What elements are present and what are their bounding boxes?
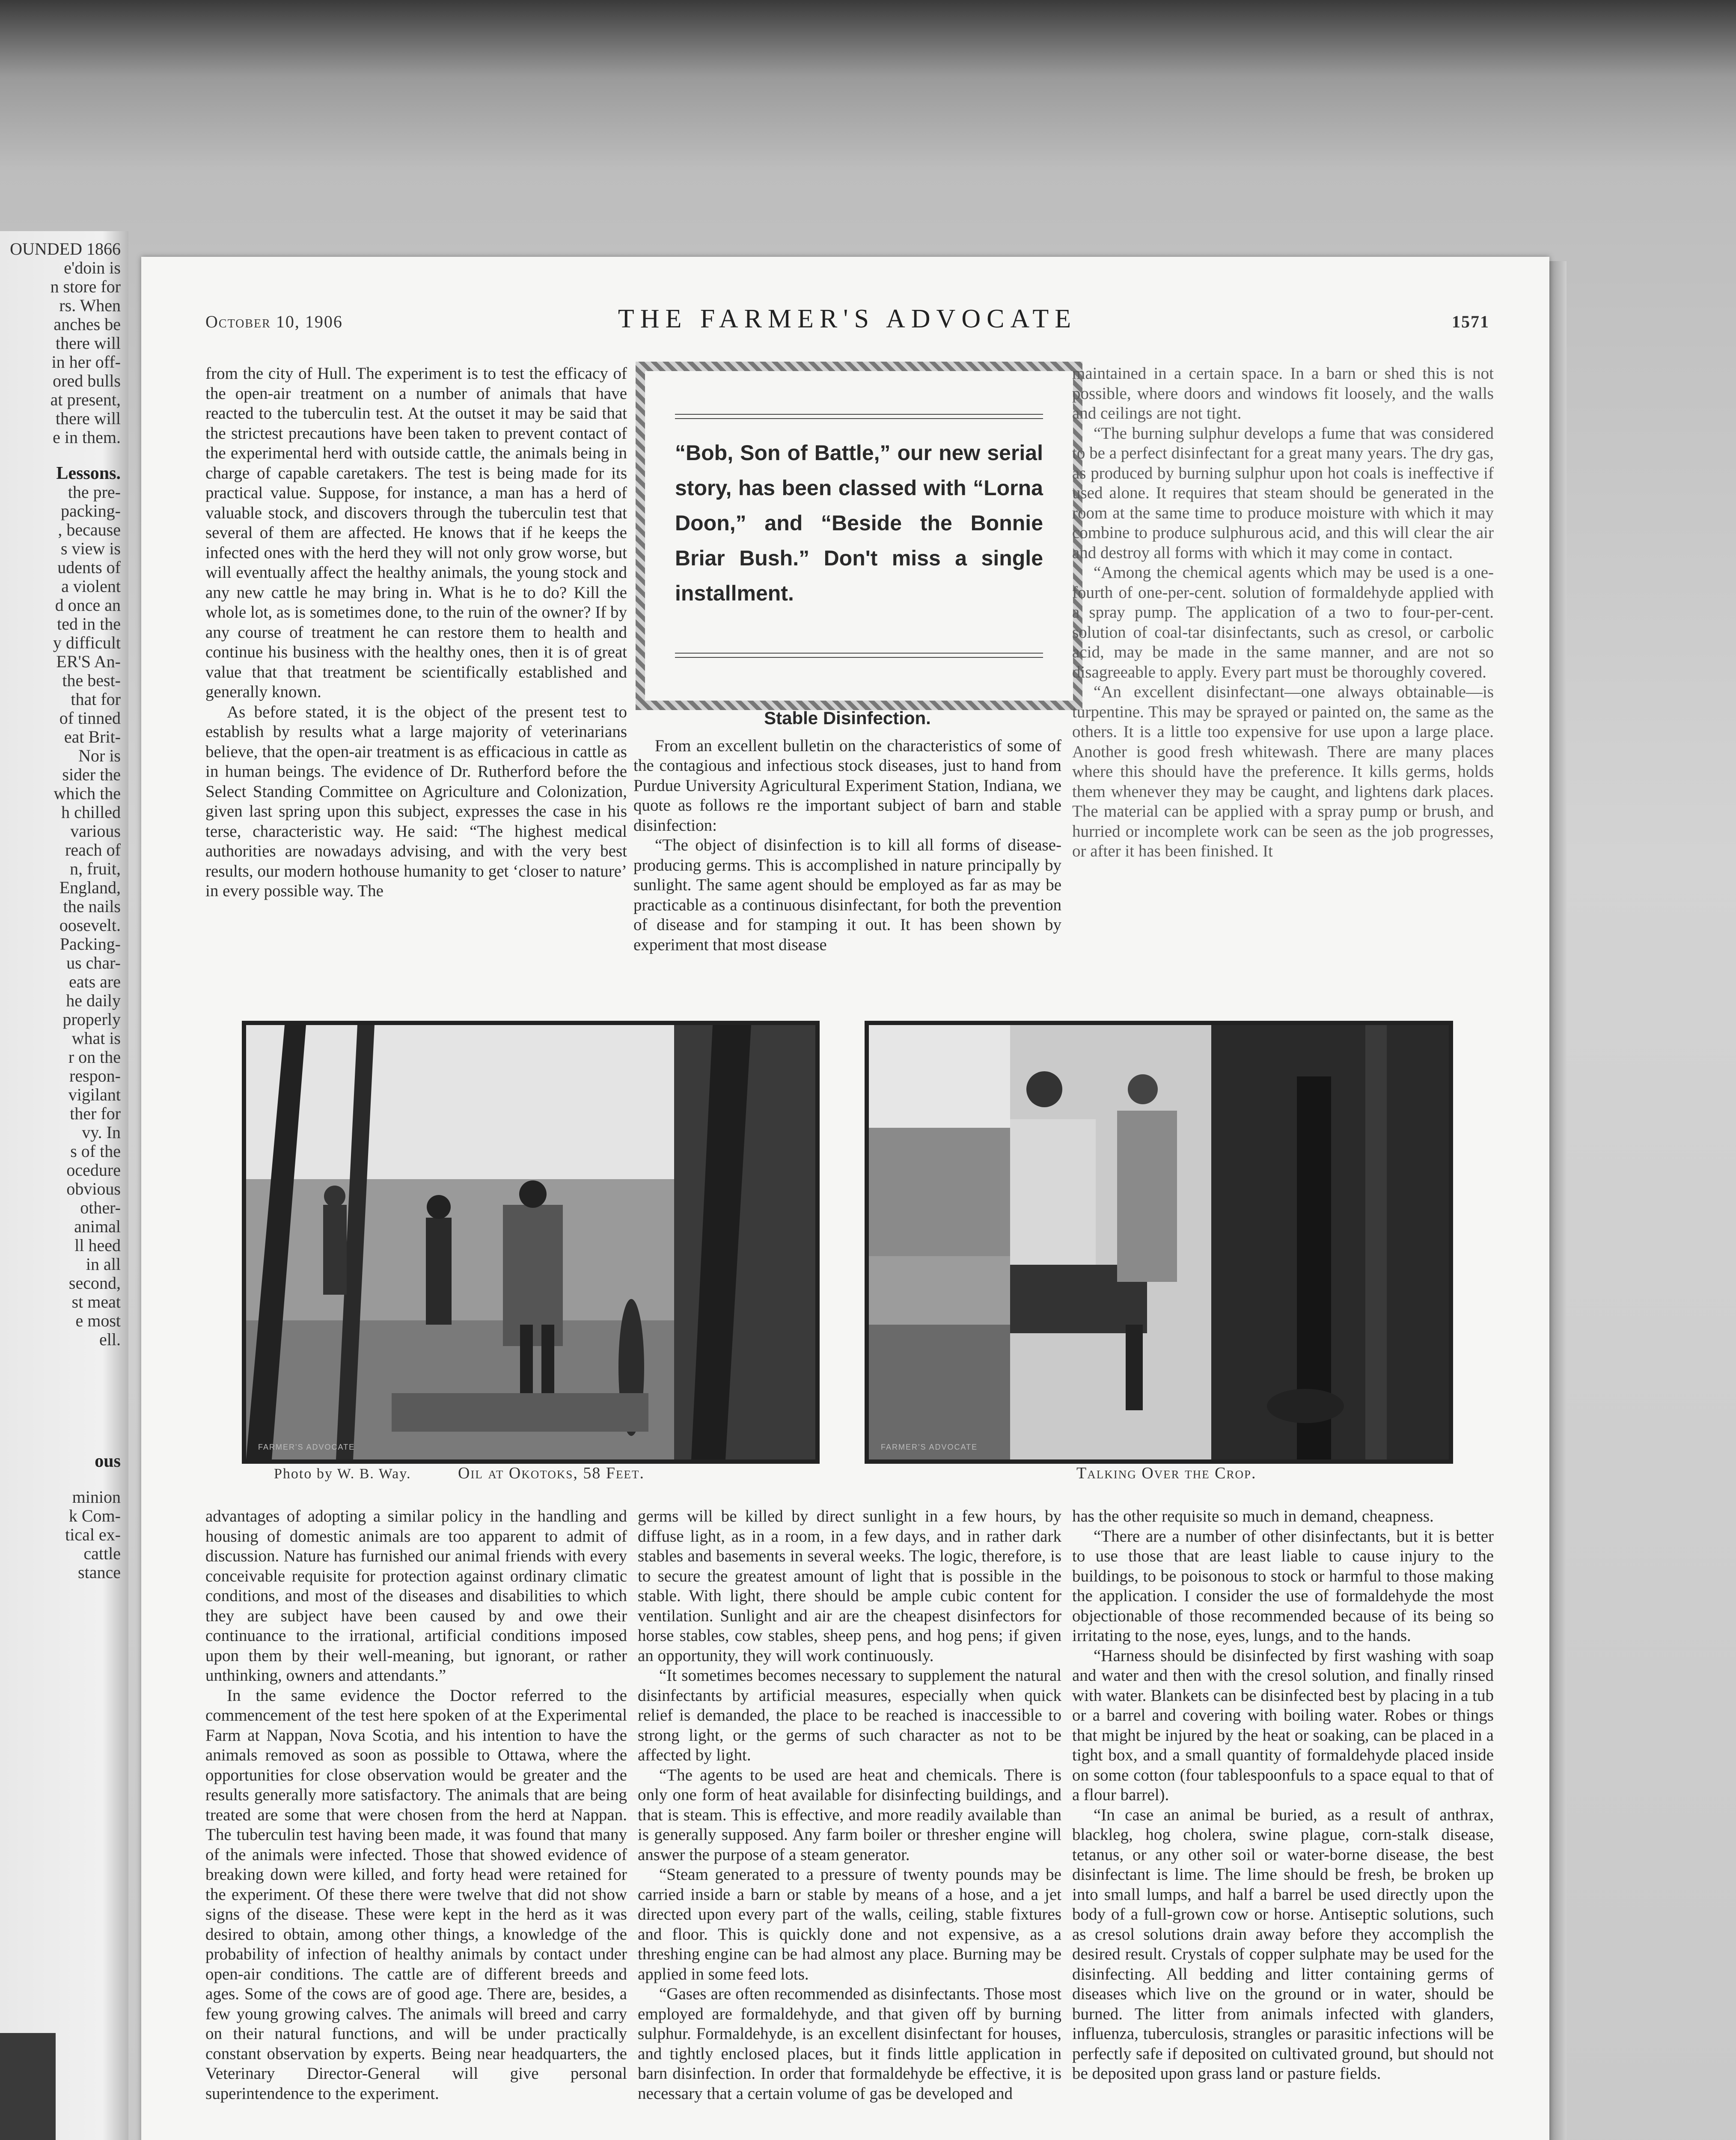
page-header [205,304,1489,338]
previous-page-fragment: England, [59,878,121,897]
previous-page-fragment: of tinned [59,708,121,728]
issue-date: October 10, 1906 [205,312,343,331]
paragraph: From an excellent bulletin on the characteristics of some of the contagious and infectious stock diseases, just to hand from Purdue University Agricultural Experiment Station, Indiana, we quote as follows re the important subject of barn and stable disinfection: [633,736,1061,835]
previous-page-fragment: Nor is [78,746,121,765]
column-1-top [205,364,627,1074]
previous-page-fragment: in all [86,1254,121,1274]
paragraph: “It sometimes becomes necessary to supplement the natural disinfectants by artificial measures, especially when quick relief is demanded, the place to be reached is inaccessible to strong light, or the germs of such character as not to be affected by light. [638,1666,1061,1764]
previous-page-fragment: s of the [70,1141,121,1161]
previous-page-fragment: there will [55,409,121,428]
photo-oil-at-okotoks [242,1021,820,1464]
previous-page-fragment: the pre- [68,482,121,502]
paragraph: “The object of disinfection is to kill all forms of disease-producing germs. This is accomplished in nature principally by sunlight. The same agent should be employed as far as may be practicable as a continuous disinfectant, for both the prevention of disease and for stamping it out. It has been shown by experiment that most disease [633,836,1061,954]
paragraph: “Steam generated to a pressure of twenty pounds may be carried inside a barn or stable by means of a hose, and a jet directed upon every part of the walls, ceiling, stable fixtures and floor. This is quickly done and not expensive, as a threshing engine can be had almost any place. Burning may be applied in some feed lots. [638,1865,1061,1983]
previous-page-fragment: rs. When [59,296,121,315]
previous-page-fragment: e in them. [53,428,121,447]
photo-watermark: FARMER'S ADVOCATE [258,1443,355,1451]
previous-page-fragment: udents of [57,558,121,577]
paragraph: “Gases are often recommended as disinfectants. Those most employed are formaldehyde, and that given off by burning sulphur. Formaldehyde, is an excellent disinfectant for houses, and tightly enclosed places, but it finds little application in barn disinfection. In order that formaldehyde be effective, it is necessary that a certain volume of gas be developed and [638,1985,1061,2103]
paragraph: “The burning sulphur develops a fume that was considered to be a perfect disinfectant for a great many years. The dry gas, as produced by burning sulphur upon hot coals is ineffective if used alone. It requires that steam should be generated in the room at the same time to produce moisture with which it may combine to produce sulphurous acid, and this will clear the air and destroy all forms with which it may come in contact. [1072,424,1494,562]
previous-page-fragment: ER'S An- [56,652,121,671]
previous-page-fragment: Lessons. [56,464,121,483]
paragraph: maintained in a certain space. In a barn or shed this is not possible, where doors and windows fit loosely, and the walls and ceilings are not tight. [1072,364,1494,422]
photo-watermark: FARMER'S ADVOCATE [881,1443,978,1451]
previous-page-fragment: the best- [62,671,121,690]
previous-page-fragment: at present, [50,390,121,409]
page-number: 1571 [1452,312,1489,331]
promo-text: “Bob, Son of Battle,” our new serial story, has been classed with “Lorna Doon,” and “Beside the Bonnie Briar Bush.” Don't miss a single installment. [675,441,1043,605]
previous-page-fragment: minion [72,1487,121,1507]
previous-page-fragment: e'doin is [64,258,121,277]
previous-page-fragment: e most [75,1311,121,1330]
previous-page-fragment: OUNDED 1866 [10,239,121,259]
previous-page-fragment: vigilant [68,1085,121,1104]
previous-page-fragment: he daily [66,991,121,1010]
previous-page-fragment: sider the [62,765,121,784]
previous-page-fragment: the nails [63,897,121,916]
paragraph: “The agents to be used are heat and chemicals. There is only one form of heat available for disinfecting buildings, and that is steam. This is effective, and more readily available than is generally supposed. Any farm boiler or thresher engine will answer the purpose of a steam generator. [638,1766,1061,1864]
paragraph: “An excellent disinfectant—one always obtainable—is turpentine. This may be sprayed or painted on, the same as the others. It is a little too expensive for use upon a large place. Another is good fresh whitewash. There are many places where this should have the preference. It kills germs, holds them whenever they may be caught, and lightens dark places. The material can be applied with a spray pump or brush, and hurried or incomplete work can be seen as the job progresses, or after it has been finished. It [1072,683,1494,860]
photo-scene-two-men [869,1025,1449,1459]
previous-page-fragment: n store for [50,277,121,296]
previous-page-edge [0,231,128,2140]
paragraph: “Harness should be disinfected by first washing with soap and water and then with the cresol solution, and finally rinsed with water. Blankets can be disinfected best by placing in a tub or a barrel and covering with boiling water. Robes or things that might be injured by the heat or soaking, can be placed in a tight box, and a small quantity of formaldehyde placed inside on some cotton (four tablespoonfuls to a space equal to that of a flour barrel). [1072,1646,1494,1804]
column-3-bottom [1072,1507,1494,2131]
paragraph: germs will be killed by direct sunlight in a few hours, by diffuse light, as in a room, in a few days, and in rather dark stables and basements in several weeks. The logic, therefore, is to secure the greatest amount of light that is possible in the stable. With light, there should be ample cubic content for ventilation. Sunlight and air are the cheapest disinfectors for horse stables, cow stables, sheep pens, and hog pens; if given an opportunity, they will work continuously. [638,1507,1061,1665]
photo-talking-over-the-crop [865,1021,1453,1464]
previous-page-fragment: st meat [71,1292,121,1311]
previous-page-fragment: n, fruit, [70,859,121,878]
previous-page-fragment: ous [95,1451,121,1471]
paragraph: “Among the chemical agents which may be used is a one-fourth of one-per-cent. solution of formaldehyde applied with a spray pump. The application of a two to four-per-cent. solution of coal-tar disinfectants, such as cresol, or carbolic acid, may be made in the same manner, and are not so disagreeable to apply. Every part must be thoroughly covered. [1072,563,1494,681]
previous-page-fragment: ocedure [66,1160,121,1180]
page-edge-right [1549,261,1567,2140]
paragraph: “There are a number of other disinfectants, but it is better to use those that are least liable to cause injury to the buildings, to be poisonous to stock or harmful to those making the application. I consider the use of formaldehyde the most objectionable of those recommended because of its being so irritating to the nose, eyes, lungs, and to the hands. [1072,1527,1494,1645]
previous-page-fragment: s view is [61,539,121,558]
paragraph: In the same evidence the Doctor referred to the commencement of the test here spoken of at the Experimental Farm at Nappan, Nova Scotia, and his intention to have the animals removed as soon as possible to Ottawa, where the opportunities for close observation would be greater and the results generally more satisfactory. The animals that are being treated are some that were chosen from the herd at Nappan. The tuberculin test having been made, it was found that many of the animals were infected. Those that showed evidence of breaking down were killed, and forty head were retained for the experiment. Of these there were twelve that did not show signs of the disease. These were kept in the herd as it was desired to obtain, among other things, a knowledge of the probability of infection of healthy animals by contact under open-air conditions. The cattle are of different breeds and ages. Some of the cows are of good age. There are, besides, a few young growing calves. The animals will breed and carry on their natural functions, and will be under practically constant observation by experts. Being near headquarters, the Veterinary Director-General will give personal superintendence to the experiment. [205,1686,627,2103]
promo-rule-top [675,414,1043,419]
previous-page-fragment: in her off- [51,352,121,372]
promo-rule-bottom [675,653,1043,658]
previous-page-fragment: eat Brit- [64,727,121,746]
previous-page-fragment: ted in the [57,614,121,633]
paragraph: from the city of Hull. The experiment is to test the efficacy of the open-air treatment on a number of animals that have reacted to the tuberculin test. At the outset it may be said that the strictest precautions have been taken to prevent contact of the experimental herd with outside cattle, the animals being in charge of capable caretakers. The test is being made for its practical value. Suppose, for instance, a man has a herd of valuable stock, and discovers through the tuberculin test that several of them are affected. He knows that if he keeps the infected ones with the herd they will not only grow worse, but will eventually affect the healthy animals, the young stock and any new cattle he may bring in. What is he to do? Kill the whole lot, as is sometimes done, to the ruin of the owner? If by any course of treatment he can restore them to health and continue his business with the healthy ones, then it is of great value that that treatment be scientifically established and generally known. [205,364,627,701]
previous-page-fragment: second, [68,1273,121,1293]
previous-page-fragment: eats are [68,972,121,991]
previous-page-fragment: packing- [61,501,121,520]
photo-scene-oil-well [246,1025,815,1459]
previous-page-fragment: anches be [54,315,121,334]
previous-page-fragment: y difficult [53,633,121,652]
column-3-top [1072,364,1494,1074]
column-2-bottom [638,1507,1061,2131]
previous-page-fragment: which the [54,784,121,803]
previous-page-fragment: cattle [83,1544,121,1563]
previous-page-fragment: obvious [66,1179,121,1198]
previous-page-fragment: that for [71,690,121,709]
previous-page-fragment: us char- [66,953,121,972]
previous-page-fragment: vy. In [82,1123,121,1142]
previous-page-fragment: other- [80,1198,121,1217]
previous-page-fragment: ll heed [74,1236,121,1255]
previous-page-fragment: ell. [99,1330,121,1349]
photo-caption-right: Talking Over the Crop. [1076,1464,1257,1482]
previous-page-fragment: properly [62,1010,121,1029]
previous-page-fragment: r on the [68,1047,121,1067]
previous-page-fragment: tical ex- [65,1525,121,1544]
previous-page-fragment: ther for [70,1104,121,1123]
previous-page-fragment: reach of [65,840,121,859]
previous-page-fragment: respon- [69,1066,121,1085]
previous-page-fragment: stance [78,1563,121,1582]
binding-shadow [0,2033,56,2140]
previous-page-fragment: ored bulls [53,371,121,390]
paragraph: As before stated, it is the object of the present test to establish by results what a large majority of veterinarians believe, that the open-air treatment is as efficacious in cattle as in human beings. The evidence of Dr. Rutherford before the Select Standing Committee on Agriculture and Colonization, given last spring upon this subject, expresses the case in his terse, characteristic way. He said: “The highest medical authorities are nowadays advising, and with the very best results, our modern hothouse humanity to get ‘closer to nature’ in every possible way. The [205,702,627,900]
serial-story-promo-box [636,362,1082,710]
photo-caption-left: Oil at Okotoks, 58 Feet. [458,1464,645,1482]
previous-page-fragment: animal [74,1217,121,1236]
newspaper-page [141,257,1549,2140]
previous-page-fragment: various [70,821,121,841]
previous-page-fragment: oosevelt. [59,915,121,935]
previous-page-fragment: d once an [55,595,121,615]
previous-page-fragment: what is [71,1028,121,1048]
column-1-bottom [205,1507,627,2131]
article-heading: Stable Disinfection. [764,708,931,728]
previous-page-fragment: h chilled [61,802,121,822]
previous-page-fragment: k Com- [68,1506,121,1525]
previous-page-fragment: a violent [61,577,121,596]
previous-page-fragment: Packing- [59,934,121,954]
photo-credit: Photo by W. B. Way. [274,1466,411,1482]
paragraph: “In case an animal be buried, as a result of anthrax, blackleg, hog cholera, swine plague, corn-stalk disease, tetanus, or any other soil or water-borne disease, the best disinfectant is lime. The lime should be fresh, be broken up into small lumps, and half a barrel be used directly upon the body of a full-grown cow or horse. Antiseptic solutions, such as cresol solutions drain away before they accomplish the desired result. Crystals of copper sulphate may be used for the disinfecting. All bedding and litter containing germs of diseases which live on the ground or in water, should be burned. The litter from animals infected with glanders, influenza, tuberculosis, strangles or parasitic infections will be perfectly safe if deposited on cultivated ground, but should not be deposited upon grass land or pasture fields. [1072,1805,1494,2083]
masthead-title: THE FARMER'S ADVOCATE [618,304,1077,333]
previous-page-fragment: , because [58,520,121,539]
previous-page-fragment: there will [55,333,121,353]
paragraph: has the other requisite so much in demand, cheapness. [1072,1507,1434,1525]
paragraph: advantages of adopting a similar policy in the handling and housing of domestic animals are too apparent to admit of discussion. Nature has furnished our animal friends with every conceivable requisite for protection against ordinary climatic conditions, and most of the diseases and disabilities to which they are subject have been caused by and owe their continuance to the irrational, artificial conditions imposed upon them by their well-meaning, but ignorant, or rather unthinking, owners and attendants.” [205,1507,627,1685]
